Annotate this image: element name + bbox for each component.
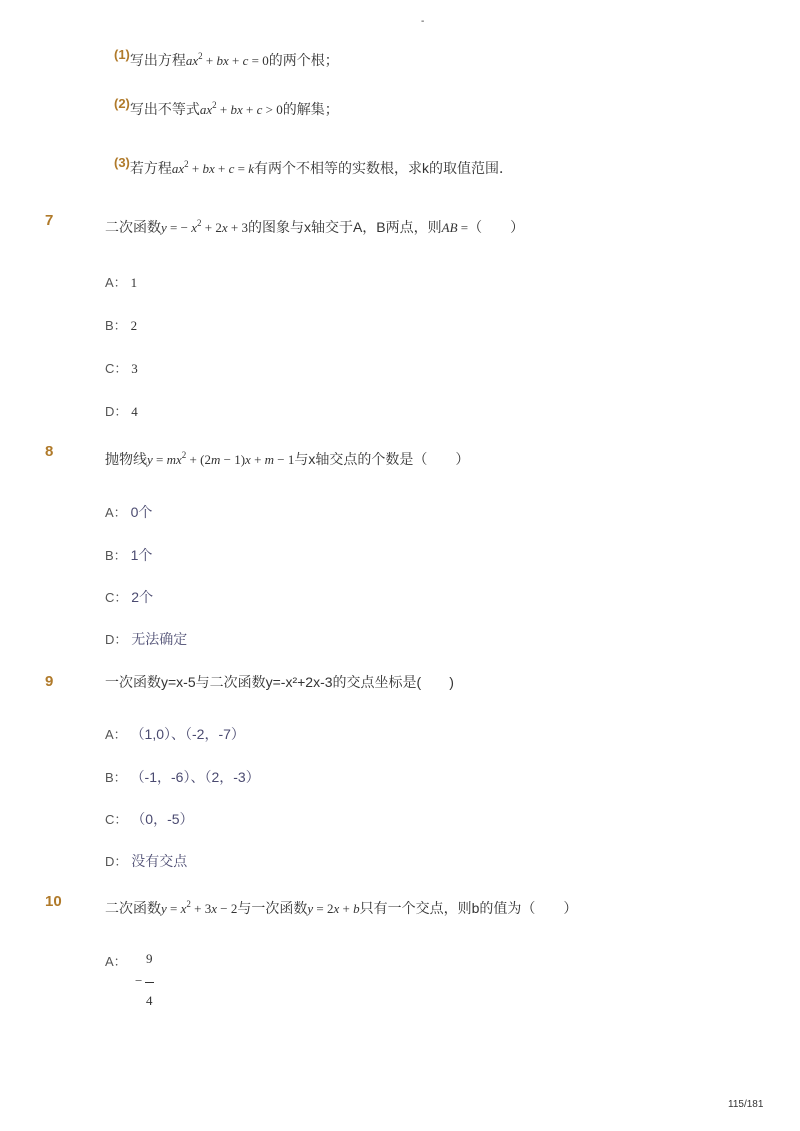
option-c[interactable] <box>105 809 194 829</box>
equation: $ax^2$ + bx + c = 0 <box>185 51 269 68</box>
stem-text: 与一次函数 <box>237 900 308 916</box>
segment-ab: AB = <box>441 220 469 235</box>
option-b[interactable] <box>105 315 137 334</box>
option-letter: A： <box>105 727 127 742</box>
fraction-bar <box>145 982 154 983</box>
sub-question-prefix: 写出不等式 <box>129 101 200 117</box>
option-d[interactable] <box>105 851 187 871</box>
sub-question-number: (3) <box>114 155 130 170</box>
inequality: $ax^2$ + bx + c > 0 <box>199 100 283 117</box>
stem-text: 二次函数 <box>105 219 161 235</box>
question-number-10: 10 <box>45 893 62 910</box>
equation: $ax^2$ + bx + c = k <box>171 159 255 176</box>
option-letter: D： <box>105 632 128 647</box>
sub-question-suffix: 有两个不相等的实数根，求k的取值范围． <box>254 160 514 176</box>
question-8-stem <box>105 449 469 469</box>
option-letter: A： <box>105 275 127 290</box>
page-number: 115/181 <box>728 1099 764 1110</box>
option-letter: D： <box>105 404 128 419</box>
stem-text: 抛物线 <box>105 451 147 467</box>
option-value: 4 <box>131 404 138 419</box>
fraction-numerator: 9 <box>146 951 153 966</box>
option-letter: A： <box>105 505 127 520</box>
answer-blank: （ ） <box>468 219 525 235</box>
option-value: （0，-5） <box>131 811 194 827</box>
option-value: 1个 <box>130 547 153 563</box>
fraction-sign: − <box>135 973 143 988</box>
option-a[interactable] <box>105 502 152 522</box>
stem-text: 的图象与x轴交于A，B两点，则 <box>247 219 442 235</box>
option-value: 1 <box>130 275 138 290</box>
option-value: （1,0）、（-2，-7） <box>130 726 245 742</box>
sub-question-1 <box>114 47 339 70</box>
fraction-denominator: 4 <box>146 993 153 1008</box>
question-10-stem <box>105 898 577 918</box>
sub-question-number: (1) <box>114 47 130 62</box>
question-number-8: 8 <box>45 443 54 460</box>
question-number-9: 9 <box>45 673 54 690</box>
sub-question-number: (2) <box>114 96 130 111</box>
sub-question-suffix: 的两个根； <box>268 52 339 68</box>
option-letter: D： <box>105 854 128 869</box>
function-expression: $y = mx^2 + (2m - 1)x + m - 1$ <box>147 450 295 467</box>
question-number-7: 7 <box>45 212 54 229</box>
option-letter: C： <box>105 590 128 605</box>
option-letter: A： <box>105 954 127 969</box>
option-c[interactable] <box>105 587 153 607</box>
question-9-stem: 一次函数y=x-5与二次函数y=-x²+2x-3的交点坐标是( ) <box>105 674 454 690</box>
option-value: 无法确定 <box>131 631 188 647</box>
option-a[interactable] <box>105 951 127 970</box>
option-letter: B： <box>105 770 127 785</box>
option-value: 0个 <box>130 504 153 520</box>
option-c[interactable] <box>105 358 138 377</box>
option-d[interactable] <box>105 629 187 649</box>
sub-question-prefix: 写出方程 <box>129 52 186 68</box>
option-letter: B： <box>105 318 127 333</box>
option-d[interactable] <box>105 401 138 420</box>
question-7-stem <box>105 217 524 237</box>
option-value: 没有交点 <box>131 853 188 869</box>
option-a[interactable] <box>105 272 137 291</box>
function-expression: y = − $x^2 + 2x + 3$ <box>161 218 248 235</box>
sub-question-3 <box>114 155 514 178</box>
option-letter: B： <box>105 548 127 563</box>
header-mark: - <box>421 16 425 27</box>
option-value: 2个 <box>131 589 154 605</box>
option-value: （-1，-6）、（2，-3） <box>130 769 260 785</box>
stem-text: 只有一个交点，则b的值为（ ） <box>359 900 578 916</box>
option-b[interactable] <box>105 767 260 787</box>
sub-question-prefix: 若方程 <box>129 160 172 176</box>
option-letter: C： <box>105 361 128 376</box>
option-b[interactable] <box>105 545 152 565</box>
stem-text: 与x轴交点的个数是（ ） <box>294 451 470 467</box>
option-value: 2 <box>130 318 138 333</box>
option-a[interactable] <box>105 724 245 744</box>
linear-expression: y = 2x + b <box>307 901 360 916</box>
sub-question-2 <box>114 96 339 119</box>
quadratic-expression: $y = x^2 + 3x - 2$ <box>161 899 238 916</box>
sub-question-suffix: 的解集； <box>282 101 339 117</box>
option-letter: C： <box>105 812 128 827</box>
stem-text: 二次函数 <box>105 900 161 916</box>
option-value: 3 <box>131 361 138 376</box>
